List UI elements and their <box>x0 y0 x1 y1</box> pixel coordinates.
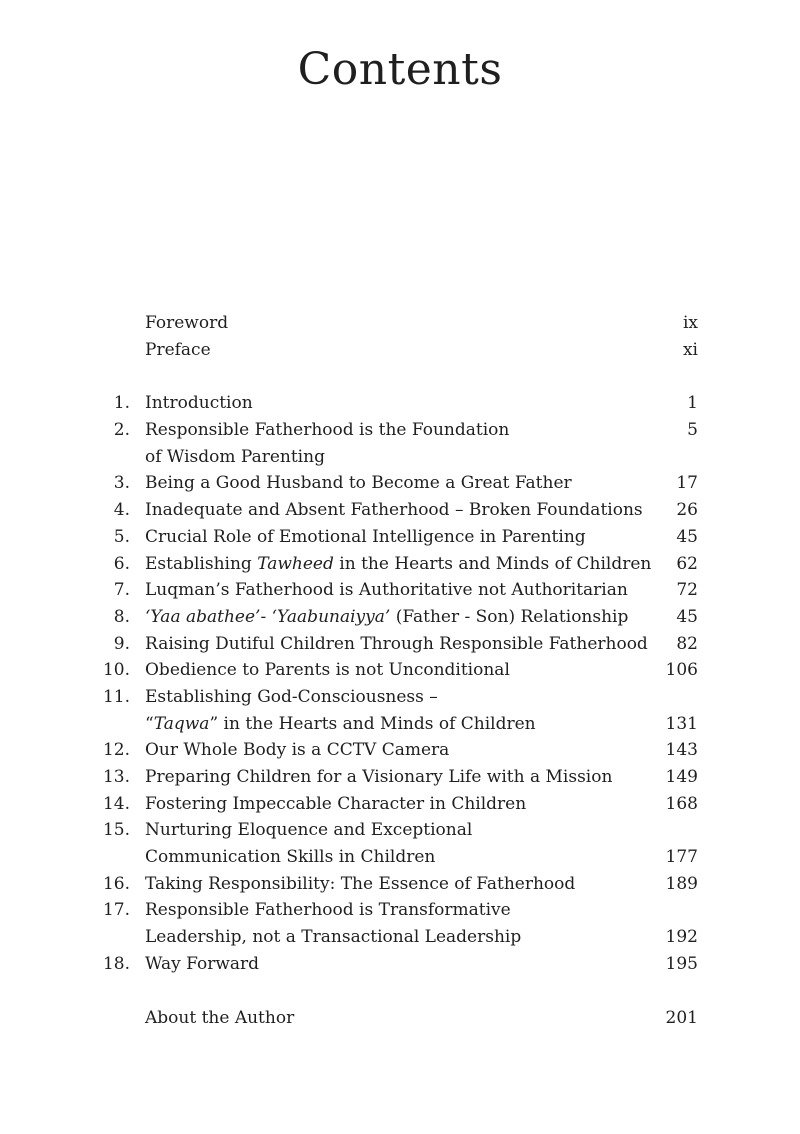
chapter-page: 45 <box>676 526 698 547</box>
chapter-number: 3. <box>113 473 130 494</box>
chapter-title <box>145 604 628 631</box>
chapter-page: 62 <box>676 553 698 574</box>
toc-entry-page: 201 <box>665 1007 698 1028</box>
chapter-number: 12. <box>102 740 130 761</box>
chapter-title-part: ” in the Hearts and Minds of Children <box>209 713 536 734</box>
toc-entry-foreword <box>100 310 698 337</box>
chapter-number: 1. <box>113 393 130 414</box>
chapter-title-continued <box>145 711 536 738</box>
chapter-number: 6. <box>113 553 130 574</box>
chapter-title-italic: ‘Yaabunaiyya’ <box>271 606 391 627</box>
chapter-page: 168 <box>665 793 698 814</box>
chapter-title-italic: ‘Yaa abathee’ <box>145 606 261 627</box>
chapter-title: Way Forward <box>145 953 260 974</box>
chapter-number: 15. <box>102 820 130 841</box>
toc-chapter-13 <box>100 764 698 791</box>
chapter-title: Luqman’s Fatherhood is Authoritative not Authoritarian <box>145 580 628 601</box>
toc-entry-title: About the Author <box>145 1007 295 1028</box>
chapter-title-italic: Taqwa <box>153 713 210 734</box>
chapter-title: Responsible Fatherhood is Transformative <box>145 900 511 921</box>
toc-chapter-2 <box>100 417 698 444</box>
toc-chapter-10 <box>100 657 698 684</box>
page-title: Contents <box>297 44 503 95</box>
toc-entry-title: Preface <box>145 339 211 360</box>
chapter-title <box>145 551 651 578</box>
chapter-title: Our Whole Body is a CCTV Camera <box>145 740 450 761</box>
toc-chapter-1 <box>100 390 698 417</box>
chapter-page: 149 <box>665 767 698 787</box>
chapter-title-part: - <box>260 606 272 627</box>
chapter-number: 10. <box>102 660 130 681</box>
toc-entry-title: Foreword <box>145 313 229 333</box>
toc-entry-about-author <box>100 1005 698 1032</box>
chapter-page: 195 <box>665 953 698 974</box>
chapter-page: 17 <box>676 473 698 494</box>
toc-chapter-6 <box>100 551 698 578</box>
toc-entry-preface <box>100 337 698 364</box>
chapter-number: 18. <box>102 953 130 974</box>
toc-chapter-7 <box>100 577 698 604</box>
chapter-page: 1 <box>687 393 698 414</box>
toc-chapter-2-continuation <box>100 444 698 471</box>
toc-chapter-11 <box>100 684 698 711</box>
toc-entry-page: xi <box>682 339 698 360</box>
chapter-title-part: (Father - Son) Relationship <box>390 606 629 627</box>
chapter-page: 143 <box>665 740 698 761</box>
chapter-page: 131 <box>665 713 698 734</box>
chapter-title: Taking Responsibility: The Essence of Fatherhood <box>145 873 576 894</box>
chapter-title: Fostering Impeccable Character in Children <box>145 793 527 814</box>
chapter-page: 189 <box>665 873 698 894</box>
chapter-page: 26 <box>676 500 698 521</box>
table-of-contents <box>100 310 698 1031</box>
chapter-title-part: in the Hearts and Minds of Children <box>333 553 652 574</box>
chapter-title: Raising Dutiful Children Through Responsible Fatherhood <box>145 633 648 654</box>
chapter-title-continued: Communication Skills in Children <box>145 847 436 868</box>
toc-chapter-16 <box>100 871 698 898</box>
chapter-title: Responsible Fatherhood is the Foundation <box>145 420 510 441</box>
toc-chapter-17-continuation <box>100 924 698 951</box>
chapter-title: Obedience to Parents is not Unconditional <box>145 660 510 681</box>
chapter-title: Nurturing Eloquence and Exceptional <box>145 820 473 841</box>
chapter-title-continued: Leadership, not a Transactional Leadership <box>145 927 522 948</box>
chapter-page: 106 <box>665 660 698 681</box>
chapter-number: 8. <box>113 606 130 627</box>
chapter-page: 192 <box>665 927 698 948</box>
chapter-page: 177 <box>665 847 698 868</box>
chapter-number: 5. <box>113 526 130 547</box>
toc-entry-page: ix <box>682 313 698 333</box>
chapter-page: 5 <box>687 420 698 441</box>
chapter-number: 17. <box>102 900 130 921</box>
toc-chapter-18 <box>100 951 698 978</box>
chapter-title: Being a Good Husband to Become a Great Father <box>145 473 572 494</box>
toc-chapter-5 <box>100 524 698 551</box>
chapter-title: Preparing Children for a Visionary Life with a Mission <box>145 767 613 787</box>
chapter-number: 4. <box>113 500 130 521</box>
chapter-number: 2. <box>113 420 130 441</box>
chapter-title: Establishing God-Consciousness – <box>145 686 438 707</box>
toc-chapter-12 <box>100 737 698 764</box>
chapter-title: Inadequate and Absent Fatherhood – Broken Foundations <box>145 500 643 521</box>
section-spacer <box>100 363 698 390</box>
chapter-number: 7. <box>113 580 130 601</box>
chapter-title: Crucial Role of Emotional Intelligence in Parenting <box>145 526 586 547</box>
toc-chapter-15-continuation <box>100 844 698 871</box>
toc-chapter-4 <box>100 497 698 524</box>
chapter-number: 9. <box>113 633 130 654</box>
toc-chapter-11-continuation <box>100 711 698 738</box>
chapter-number: 16. <box>102 873 130 894</box>
toc-chapter-17 <box>100 897 698 924</box>
chapter-number: 14. <box>102 793 130 814</box>
chapter-title-continued: of Wisdom Parenting <box>145 446 325 467</box>
chapter-title-part: Establishing <box>145 553 258 574</box>
chapter-number: 13. <box>102 767 130 787</box>
chapter-number: 11. <box>102 686 130 707</box>
chapter-title-part: “ <box>145 713 154 734</box>
chapter-title-italic: Tawheed <box>257 553 334 574</box>
toc-chapter-9 <box>100 631 698 658</box>
chapter-title: Introduction <box>145 393 253 414</box>
chapter-page: 45 <box>676 606 698 627</box>
toc-chapter-15 <box>100 817 698 844</box>
toc-chapter-3 <box>100 470 698 497</box>
chapter-page: 82 <box>676 633 698 654</box>
chapter-page: 72 <box>676 580 698 601</box>
toc-chapter-8 <box>100 604 698 631</box>
toc-chapter-14 <box>100 791 698 818</box>
section-spacer <box>100 978 698 1005</box>
